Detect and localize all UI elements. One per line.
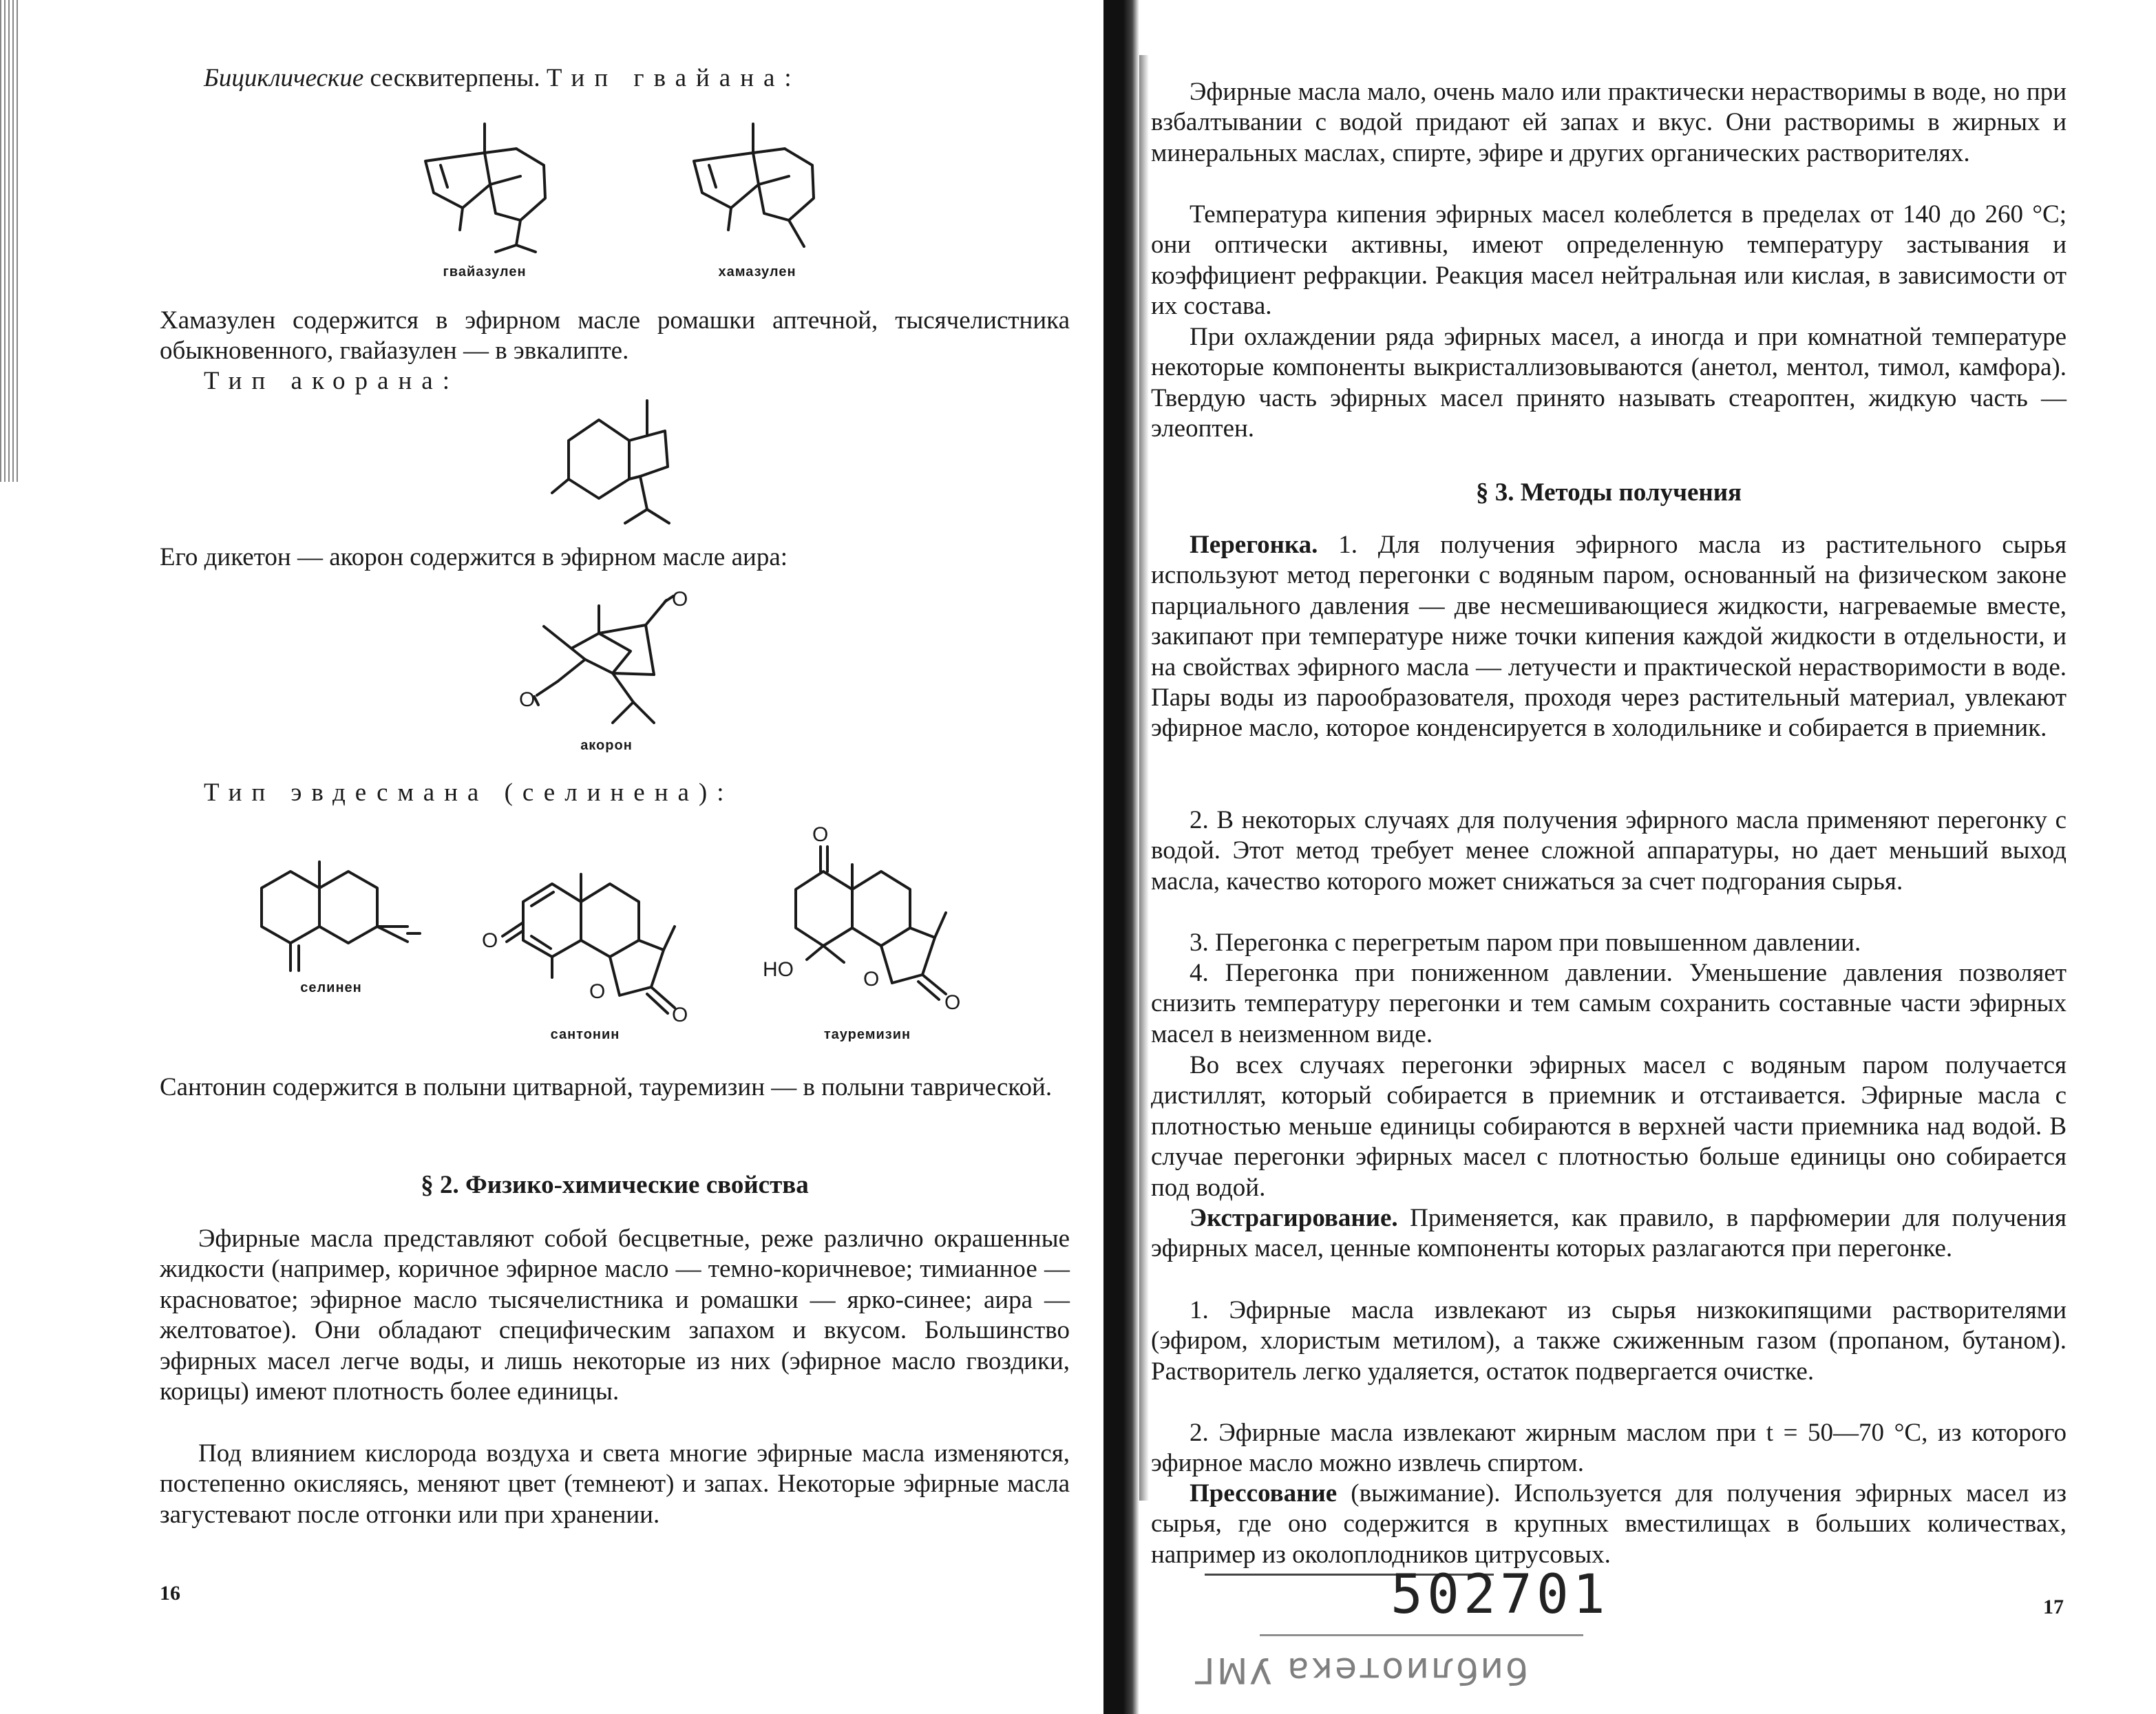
pressing-label: Прессование [1190, 1479, 1338, 1507]
acorone-oxygen-2: O [519, 688, 536, 711]
tauremisin-oxygen-ring: O [863, 968, 880, 991]
bicyclic-rest: сесквитерпены. [363, 64, 547, 92]
para-distillation-all: Во всех случаях перегонки эфирных масел с водяным паром получается дистиллят, который собирается в приемник и отстаивается. Эфирные масла с плотностью меньше единицы собираются в верхней части приемника над водой. В случае перегонки эфирных масел с плотностью больше единицы оно собирается под водой. [1151, 1051, 2067, 1202]
para-cooling: При охлаждении ряда эфирных масел, а иногда и при комнатной температуре некоторые компоненты выкристаллизовываются (анетол, ментол, тимол, камфора). Твердую часть эфирных масел принято называть стеароптен, жидкую часть — элеоптен. [1151, 323, 2067, 443]
page-number-left: 16 [160, 1582, 180, 1605]
caption-chamazulene: хамазулен [718, 264, 796, 279]
type-guaiane: Тип гвайана: [546, 64, 801, 92]
para-acorone: Его дикетон — акорон содержится в эфирном масле аира: [160, 543, 788, 571]
right-page [1101, 0, 2156, 1714]
selinene-structure [248, 860, 427, 988]
para-extraction-2: 2. Эфирные масла извлекают жирным маслом при t = 50—70 °С, из которого эфирное масло можно извлечь спиртом. [1151, 1419, 2067, 1478]
tauremisin-hydroxyl: HO [763, 958, 794, 981]
bicyclic-italic: Бициклические [204, 64, 364, 92]
caption-tauremisin: тауремизин [823, 1027, 911, 1042]
para-distillation-4: 4. Перегонка при пониженном давлении. Уменьшение давления позволяет снизить температуру перегонки и тем самым сохранить составные части эфирных масел в неизменном виде. [1151, 959, 2067, 1048]
type-acorane: Тип акорана: [204, 367, 459, 395]
distillation-label: Перегонка. [1190, 531, 1318, 559]
section-3-title: § 3. Методы получения [1475, 478, 1742, 507]
para-physicochemical-1: Эфирные масла представляют собой бесцветные, реже различно окрашенные жидкости (например, коричное эфирное масло — темно-коричневое; тимианное — красноватое; эфирное масло тысячелистника и ромашки — ярко-синее; аира — желтоватое). Они обладают специфическим запахом и вкусом. Большинство эфирных масел легче воды, и лишь некоторые из них (эфирное масло гвоздики, корицы) имеют плотность более единицы. [160, 1225, 1070, 1406]
caption-acorone: акорон [580, 738, 633, 753]
para-chamazulene: Хамазулен содержится в эфирном масле ромашки аптечной, тысячелистника обыкновенного, гвайазулен — в эвкалипте. [160, 306, 1070, 366]
extraction-label: Экстрагирование. [1190, 1204, 1398, 1232]
caption-selinene: селинен [300, 980, 362, 995]
section-2-title: § 2. Физико-химические свойства [421, 1171, 809, 1199]
santonin-oxygen-ring: O [589, 980, 606, 1003]
acorane-structure [544, 392, 695, 533]
acorone-oxygen-1: O [672, 588, 688, 611]
para-pressing: Прессование (выжимание). Используется для получения эфирных масел из сырья, где оно содержится в крупных вместилищах в больших количествах, например из околоплодников цитрусовых. [1151, 1479, 2067, 1569]
inventory-number-stamp: 502701 [1391, 1564, 1609, 1626]
para-santonin: Сантонин содержится в полыни цитварной, тауремизин — в полыни таврической. [160, 1073, 1053, 1101]
tauremisin-oxygen-2: O [944, 991, 961, 1014]
caption-santonin: сантонин [550, 1027, 620, 1042]
tauremisin-oxygen-1: O [812, 823, 829, 846]
para-solubility: Эфирные масла мало, очень мало или практически нерастворимы в воде, но при взбалтывании с водой придают ей запах и вкус. Они растворимы в жирных и минеральных маслах, спирте, эфире и других органических растворителях. [1151, 78, 2067, 167]
para-extraction-intro: Экстрагирование. Применяется, как правило, в парфюмерии для получения эфирных масел, ценные компоненты которых разлагаются при перегонке. [1151, 1204, 2067, 1263]
santonin-structure [482, 860, 702, 1029]
santonin-oxygen-1: O [482, 929, 498, 952]
para-distillation-2: 2. В некоторых случаях для получения эфирного масла применяют перегонку с водой. Этот метод требует менее сложной аппаратуры, но дает меньший выход масла, качество которого может снижаться за счет подгорания сырья. [1151, 806, 2067, 896]
para-boiling: Температура кипения эфирных масел колеблется в пределах от 140 до 260 °С; они оптически активны, имеют определенную температуру застывания и коэффициент рефракции. Реакция масел нейтральная или кислая, в зависимости от их состава. [1151, 200, 2067, 321]
stamp-rule-bottom [1260, 1634, 1583, 1636]
para-distillation-1: Перегонка. 1. Для получения эфирного масла из растительного сырья используют метод перегонки с водяным паром, основанный на физическом законе парциального давления — две несмешивающиеся жидкости, нагреваемые вместе, закипают при температуре ниже точки кипения каждой жидкости в отдельности, и на свойствах эфирного масла — летучести и практической нерастворимости в воде. Пары воды из парообразователя, проходя через растительный материал, увлекают эфирное масло, которое конденсируется в холодильнике и собирается в приемник. [1151, 531, 2067, 743]
guaiazulene-structure [413, 117, 564, 258]
page-number-right: 17 [2043, 1596, 2064, 1618]
caption-guaiazulene: гвайазулен [443, 264, 527, 279]
para-physicochemical-2: Под влиянием кислорода воздуха и света многие эфирные масла изменяются, постепенно окисляясь, меняют цвет (темнеют) и запах. Некоторые эфирные масла загустевают после отгонки или при хранении. [160, 1439, 1070, 1529]
chamazulene-structure [681, 117, 833, 258]
bicyclic-heading [204, 63, 1114, 94]
acorone-structure [509, 585, 730, 747]
para-extraction-1: 1. Эфирные масла извлекают из сырья низкокипящими растворителями (эфиром, хлористым метилом), а также сжиженным газом (пропаном, бутаном). Растворитель легко удаляется, остаток подвергается очистке. [1151, 1296, 2067, 1386]
type-eudesmane: Тип эвдесмана (селинена): [204, 779, 734, 807]
library-stamp: библиотека УМГ [1191, 1649, 1528, 1691]
para-distillation-3: 3. Перегонка с перегретым паром при повышенном давлении. [1190, 929, 1861, 957]
santonin-oxygen-2: O [672, 1004, 688, 1026]
tauremisin-structure [757, 816, 977, 1026]
